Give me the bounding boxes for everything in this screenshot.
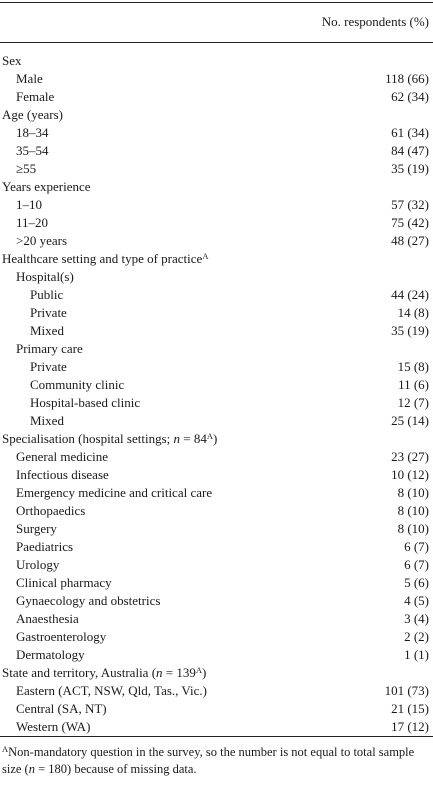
row-label [2, 250, 208, 268]
row-label [30, 286, 63, 304]
row-label-text: Healthcare setting and type of practice [2, 251, 203, 266]
row-label-text: 1–10 [16, 197, 42, 212]
footnote-marker: A [206, 431, 213, 441]
row-label [16, 466, 109, 484]
row-label [16, 268, 74, 286]
row-label-text: Gastroenterology [16, 629, 107, 644]
table-row [0, 286, 433, 304]
respondent-count: 57 (32) [391, 197, 429, 212]
table-bottom-rule [0, 736, 433, 737]
row-label [16, 628, 106, 646]
respondent-count: 11 (6) [398, 377, 429, 392]
row-label [16, 88, 54, 106]
row-label [2, 664, 206, 682]
respondent-count: 35 (19) [391, 161, 429, 176]
respondent-count: 75 (42) [391, 215, 429, 230]
row-label [2, 178, 91, 196]
respondent-count: 17 (12) [391, 719, 429, 734]
row-label-text: State and territory, Australia ( [2, 665, 157, 680]
closing-paren: ) [202, 665, 207, 680]
table-row [0, 196, 433, 214]
respondent-count: 118 (66) [385, 71, 429, 86]
section-heading-row [0, 178, 433, 196]
n-symbol: n [173, 431, 181, 446]
respondent-count: 15 (8) [397, 359, 429, 374]
table-row [0, 502, 433, 520]
row-label-text: Anaesthesia [16, 611, 79, 626]
row-label [30, 322, 64, 340]
respondent-count: 14 (8) [397, 305, 429, 320]
row-label-text: Public [30, 287, 64, 302]
respondent-count: 12 (7) [397, 395, 429, 410]
row-label [30, 358, 67, 376]
row-label [2, 52, 22, 70]
table-row [0, 160, 433, 178]
row-label-text: Mixed [30, 323, 64, 338]
row-label-text: >20 years [16, 233, 68, 248]
table-row [0, 412, 433, 430]
footnote-text-after: = 180) because of missing data. [34, 762, 197, 776]
table-row [0, 700, 433, 718]
row-label [16, 556, 59, 574]
row-label-text: Private [30, 359, 67, 374]
table-row [0, 628, 433, 646]
row-label-text: 18–34 [16, 125, 49, 140]
table-row [0, 304, 433, 322]
table-row [0, 556, 433, 574]
row-label-text: Orthopaedics [16, 503, 86, 518]
table-row [0, 214, 433, 232]
respondent-count: 84 (47) [391, 143, 429, 158]
footnote-marker: A [2, 744, 9, 754]
table-row [0, 322, 433, 340]
row-label [30, 304, 67, 322]
row-label [16, 574, 112, 592]
row-label [16, 718, 90, 736]
respondent-count: 8 (10) [397, 485, 429, 500]
row-label-text: Surgery [16, 521, 57, 536]
respondent-count: 4 (5) [404, 593, 429, 608]
row-label-text: Sex [2, 53, 22, 68]
row-label-text: Mixed [30, 413, 64, 428]
row-label-text: Primary care [16, 341, 83, 356]
table-row [0, 466, 433, 484]
table-row [0, 232, 433, 250]
row-label-text: Age (years) [2, 107, 63, 122]
subsection-heading-row [0, 340, 433, 358]
table-row [0, 538, 433, 556]
row-label-text: Infectious disease [16, 467, 109, 482]
section-heading-row [0, 106, 433, 124]
table-row [0, 358, 433, 376]
table-row [0, 574, 433, 592]
row-label [30, 376, 124, 394]
row-label [16, 646, 85, 664]
row-label [2, 106, 63, 124]
row-label [16, 142, 49, 160]
row-label [30, 394, 140, 412]
table-row [0, 520, 433, 538]
closing-paren: ) [213, 431, 218, 446]
row-label-text: Specialisation (hospital settings; [2, 431, 174, 446]
table-row [0, 448, 433, 466]
row-label [16, 502, 85, 520]
respondent-count: 2 (2) [404, 629, 429, 644]
row-label-text: Years experience [2, 179, 91, 194]
table-row [0, 610, 433, 628]
row-label [16, 700, 107, 718]
n-value: = 84 [180, 431, 207, 446]
respondent-count: 48 (27) [391, 233, 429, 248]
row-label-text: Eastern (ACT, NSW, Qld, Tas., Vic.) [16, 683, 208, 698]
row-label-text: ≥55 [16, 161, 37, 176]
row-label [16, 484, 212, 502]
row-label [30, 412, 64, 430]
table-body [0, 52, 433, 736]
section-heading-row [0, 52, 433, 70]
row-label-text: Female [16, 89, 55, 104]
table-row [0, 646, 433, 664]
row-label-text: 35–54 [16, 143, 49, 158]
row-label-text: Western (WA) [16, 719, 91, 734]
table-row [0, 376, 433, 394]
header-rule [0, 42, 433, 43]
row-label-text: Central (SA, NT) [16, 701, 107, 716]
n-value: = 139 [162, 665, 196, 680]
respondent-count: 23 (27) [391, 449, 429, 464]
respondent-count: 1 (1) [404, 647, 429, 662]
column-header: No. respondents (%) [321, 14, 429, 29]
footnote-text-before: Non-mandatory question in the survey, so the number is not equal to total sample size ( [2, 745, 415, 776]
row-label-text: Dermatology [16, 647, 85, 662]
row-label-text: Hospital-based clinic [30, 395, 141, 410]
row-label [16, 340, 83, 358]
row-label [16, 610, 79, 628]
section-heading-row [0, 664, 433, 682]
table-row [0, 88, 433, 106]
table-row [0, 592, 433, 610]
table-footnote [2, 744, 432, 778]
row-label [16, 214, 48, 232]
footnote-marker: A [202, 251, 209, 261]
row-label-text: 11–20 [16, 215, 49, 230]
row-label [16, 124, 49, 142]
respondent-count: 10 (12) [391, 467, 429, 482]
n-symbol: n [156, 665, 163, 680]
table-row [0, 142, 433, 160]
row-label-text: Hospital(s) [16, 269, 74, 284]
row-label-text: Paediatrics [16, 539, 74, 554]
respondent-count: 101 (73) [384, 683, 429, 698]
respondent-count: 62 (34) [391, 89, 429, 104]
row-label [16, 448, 108, 466]
row-label [16, 538, 73, 556]
respondent-count: 5 (6) [404, 575, 429, 590]
respondent-count: 3 (4) [404, 611, 429, 626]
subsection-heading-row [0, 268, 433, 286]
table-row [0, 394, 433, 412]
respondent-count: 35 (19) [391, 323, 429, 338]
respondent-count: 44 (24) [391, 287, 429, 302]
respondent-count: 6 (7) [404, 557, 429, 572]
table-row [0, 484, 433, 502]
table-row [0, 718, 433, 736]
table-row [0, 70, 433, 88]
table-row [0, 682, 433, 700]
section-heading-row [0, 430, 433, 448]
row-label-text: General medicine [16, 449, 109, 464]
respondent-count: 61 (34) [391, 125, 429, 140]
respondent-count: 25 (14) [391, 413, 429, 428]
footnote-marker: A [195, 665, 203, 675]
section-heading-row [0, 250, 433, 268]
row-label-text: Gynaecology and obstetrics [16, 593, 161, 608]
row-label-text: Male [16, 71, 43, 86]
row-label-text: Private [30, 305, 67, 320]
row-label [16, 592, 160, 610]
respondent-count: 8 (10) [397, 521, 429, 536]
row-label [2, 430, 217, 448]
table-row [0, 124, 433, 142]
respondent-count: 8 (10) [397, 503, 429, 518]
row-label [16, 160, 36, 178]
row-label-text: Community clinic [30, 377, 125, 392]
footnote-n-symbol: n [28, 762, 35, 776]
row-label [16, 196, 42, 214]
row-label [16, 70, 43, 88]
row-label [16, 232, 67, 250]
table-top-rule [0, 2, 433, 3]
row-label-text: Emergency medicine and critical care [16, 485, 213, 500]
row-label-text: Clinical pharmacy [16, 575, 112, 590]
row-label-text: Urology [16, 557, 60, 572]
row-label [16, 520, 57, 538]
respondent-count: 6 (7) [404, 539, 429, 554]
row-label [16, 682, 207, 700]
respondent-count: 21 (15) [391, 701, 429, 716]
